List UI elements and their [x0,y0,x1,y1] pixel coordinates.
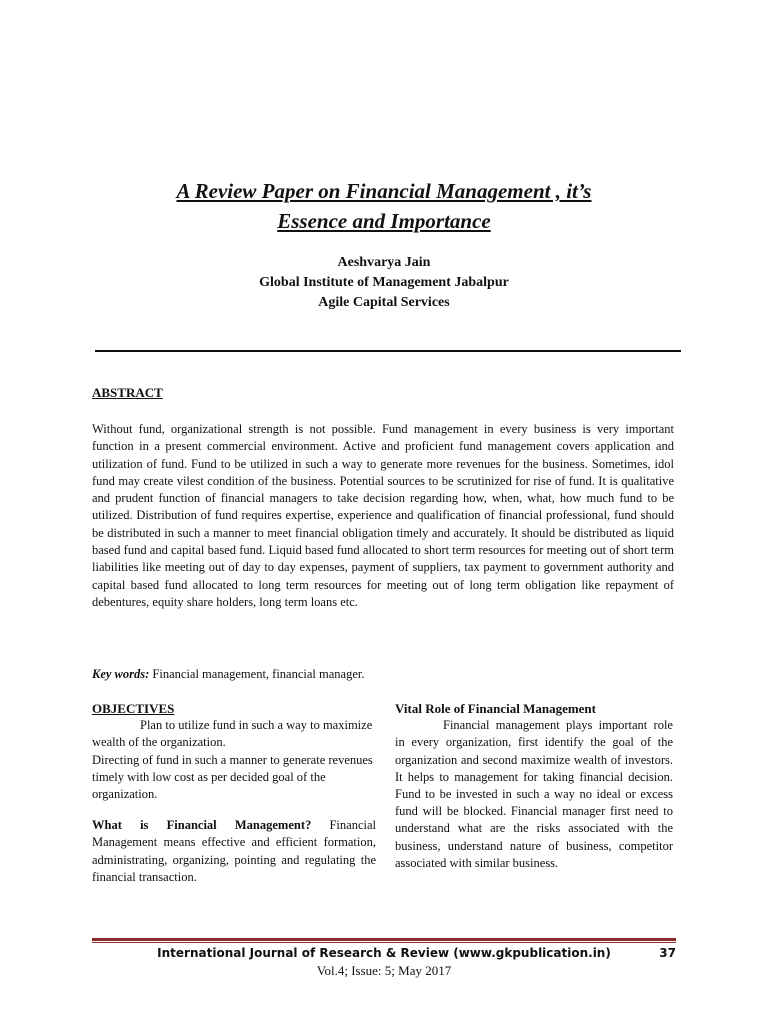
author-block [70,253,698,313]
vital-role-paragraph: Financial management plays important role in every organization, first identify the goal of the organization and second maximize wealth of investors. It helps to management for taking financial decision. Fund to be invested in such a way no ideal or excess fund will be blocked. Financial manager first need to understand what are the risks associated with the business, understand nature of business, competitor associated with similar business. [395,718,673,870]
what-is-fm-heading: What is Financial Management? [92,818,312,833]
paper-title [70,176,698,236]
title-line-2: Essence and Importance [277,209,491,233]
footer-divider-thin [92,942,676,943]
objectives-heading: OBJECTIVES [92,701,175,716]
objectives-paragraph-2: Directing of fund in such a manner to generate revenues timely with low cost as per decided goal of the organization. [92,752,373,802]
right-column [395,700,673,872]
what-is-fm-paragraph [92,817,376,886]
footer-divider-thick [92,938,676,941]
keywords-label: Key words: [92,667,150,681]
abstract-body: Without fund, organizational strength is not possible. Fund management in every business is very important function in a present commercial environment. Active and proficient fund management covers application and utilization of fund. Fund to be utilized in such a way to generate more revenues for the business. Sometimes, idol fund may create vilest condition of the business. Potential sources to be scrutinized for rise of fund. It is qualitative and prudent function of financial managers to take decision regarding how, when, what, how much fund to be utilized. Distribution of fund requires expertise, experience and qualification of financial professional, fund should be distributed in such a manner to meet financial obligation timely and accurately. It should be distributed as liquid based fund and capital based fund. Liquid based fund allocated to short term resources for meeting out of short term liabilities like meeting out of day to day expenses, payment of suppliers, tax payment to government authority and capital based fund allocated to long term resources for meeting out of long term obligation like repayment of debentures, equity share holders, long term loans etc. [92,422,674,609]
footer-journal-name: International Journal of Research & Review (www.gkpublication.in) [157,946,611,960]
paragraph-gap [92,803,376,817]
objectives-paragraph-1: Plan to utilize fund in such a way to maximize wealth of the organization. [92,718,373,750]
left-column [92,700,376,886]
footer-page-number: 37 [659,946,676,960]
header-divider [95,350,681,352]
author-name: Aeshvarya Jain [337,255,431,270]
what-is-fm-text: Financial Management means effective and efficient formation, administrating, organizing, pointing and regulating the financial transaction. [92,818,376,884]
footer-volume-issue: Vol.4; Issue: 5; May 2017 [316,963,452,978]
abstract-heading: ABSTRACT [92,385,163,400]
vital-role-heading: Vital Role of Financial Management [395,701,596,716]
keywords-line [92,666,674,683]
author-affiliation-1: Global Institute of Management Jabalpur [259,275,509,290]
author-affiliation-2: Agile Capital Services [318,295,450,310]
keywords-text: Financial management, financial manager. [149,667,365,681]
title-line-1: A Review Paper on Financial Management , it’s [176,179,592,203]
